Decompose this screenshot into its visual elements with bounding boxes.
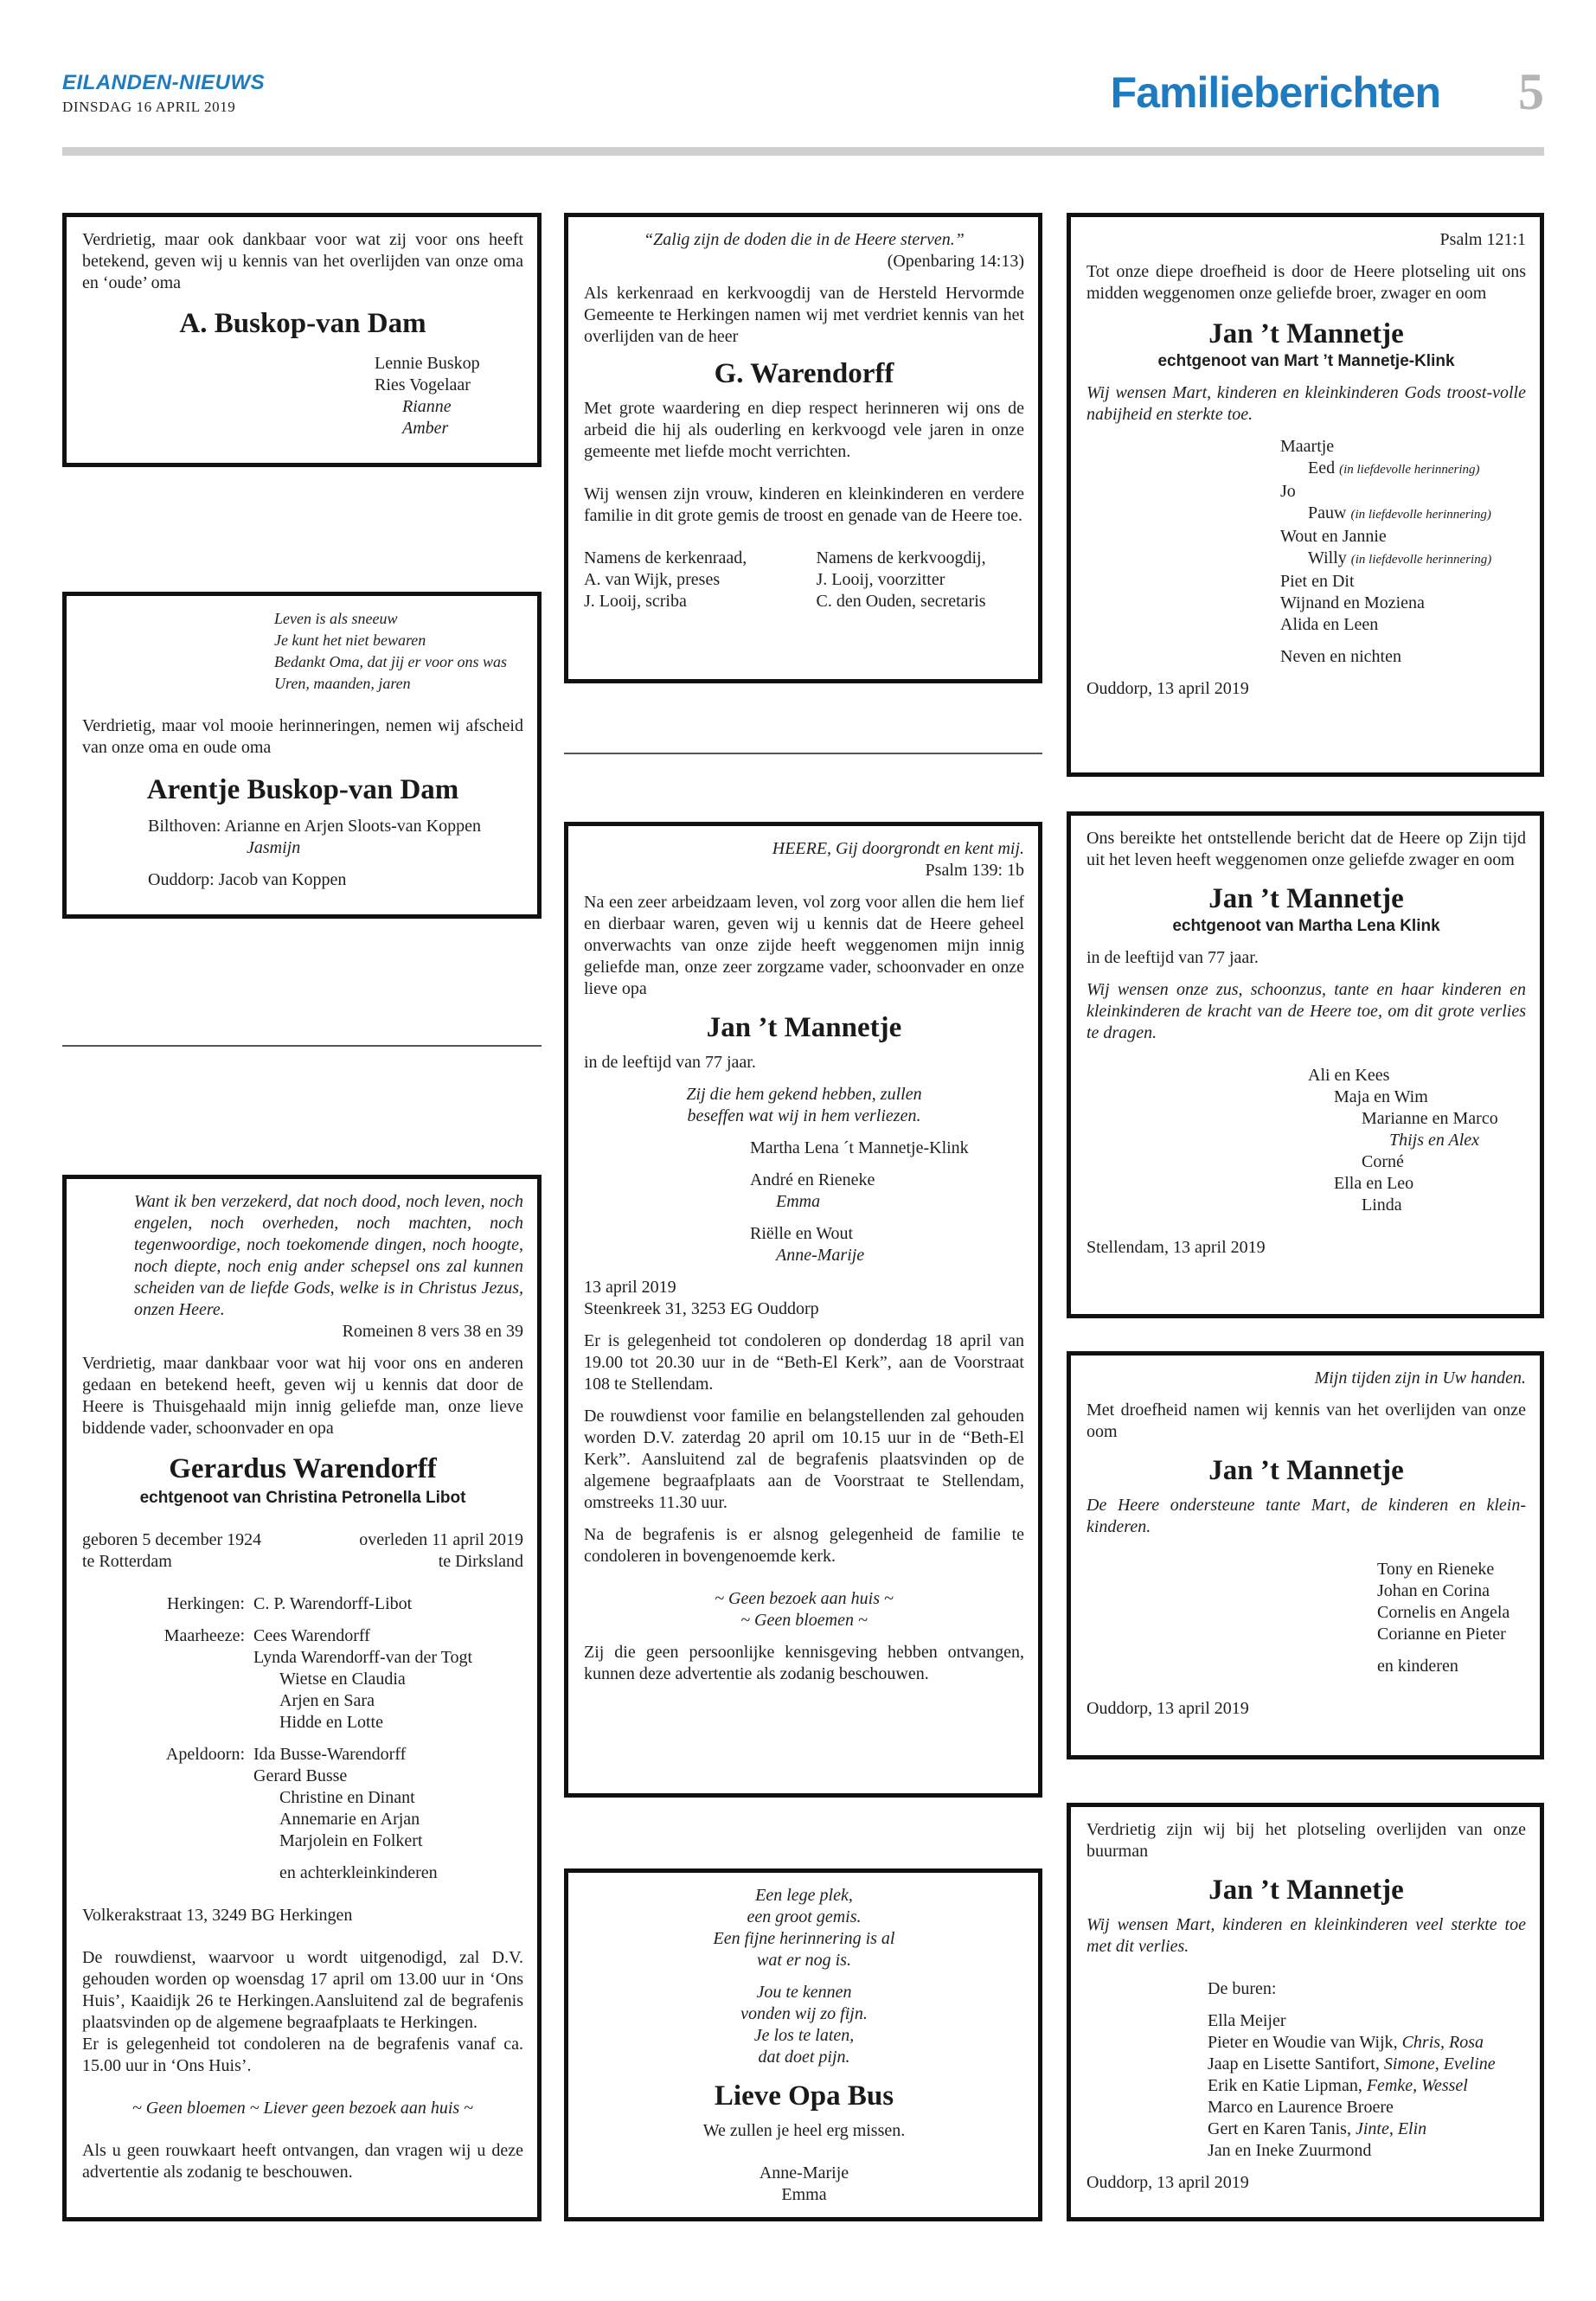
birth-date: geboren 5 december 1924	[82, 1530, 262, 1549]
poem-line: Een lege plek,	[755, 1886, 853, 1905]
header-rule	[62, 147, 1544, 156]
neighbour	[1208, 2054, 1526, 2075]
page-number: 5	[1518, 63, 1544, 120]
neighbour-name: Pieter en Woudie van Wijk,	[1208, 2033, 1398, 2052]
death-place: te Dirksland	[438, 1552, 523, 1571]
family-member: Lennie Buskop	[375, 354, 480, 373]
neighbour-children: Jinte, Elin	[1355, 2119, 1427, 2138]
family-member: Cornelis en Angela	[1377, 1603, 1510, 1622]
poem-line: een groot gemis.	[747, 1907, 862, 1926]
grandchild: Wietse en Claudia	[279, 1670, 406, 1689]
wish-line: Wij wensen onze zus, schoonzus, tante en haar kinderen en kleinkinderen de kracht van de Heere toe, om dit grote verlies te dragen.	[1086, 980, 1526, 1042]
neighbour	[1208, 2075, 1526, 2097]
neighbour	[1208, 2097, 1526, 2118]
family-member: Marianne en Marco	[1362, 1109, 1498, 1128]
bible-verse: Want ik ben verzekerd, dat noch dood, noch leven, noch engelen, noch overheden, noch machten, noch tegenwoordige, noch toekomende dingen, noch hoogte, noch diepte, noch enig ander schepsel ons zal kunnen scheiden van de liefde Gods, welke is in Christus Jezus, onzen Heere.	[134, 1192, 523, 1319]
notice-date: 13 april 2019	[584, 1278, 676, 1297]
poem-line: Je kunt het niet bewaren	[274, 631, 426, 649]
no-flowers: ~ Geen bloemen ~ Liever geen bezoek aan huis ~	[131, 2099, 473, 2118]
birth-place: te Rotterdam	[82, 1552, 172, 1571]
notice-jan-family	[564, 822, 1042, 1798]
address: Steenkreek 31, 3253 EG Ouddorp	[584, 1299, 819, 1318]
signature-line: Namens de kerkvoogdij,	[816, 548, 986, 567]
poem	[584, 1084, 1024, 1127]
poem-line: Zij die hem gekend hebben, zullen	[686, 1085, 922, 1104]
family-member: Alida en Leen	[1280, 615, 1379, 634]
grandchild: Christine en Dinant	[279, 1788, 415, 1807]
poem-line: vonden wij zo fijn.	[740, 2004, 868, 2023]
grandchild: Hidde en Lotte	[279, 1713, 383, 1732]
scripture-quote: HEERE, Gij doorgrondt en kent mij.	[772, 839, 1024, 858]
poem-line: Uren, maanden, jaren	[274, 675, 411, 692]
neighbour-children: Femke, Wessel	[1366, 2076, 1468, 2095]
family-member: C. P. Warendorff-Libot	[253, 1594, 413, 1613]
after-burial-info: Na de begrafenis is er alsnog gelegenheid de familie te condoleren in bovengenoemde kerk.	[584, 1525, 1024, 1566]
deceased-name: Jan ’t Mannetje	[1208, 318, 1404, 349]
family-member: Ali en Kees	[1308, 1066, 1390, 1085]
grandchild: Rianne	[402, 397, 452, 416]
neighbour-name: Jan en Ineke Zuurmond	[1208, 2141, 1372, 2160]
grandchild: Arjen en Sara	[279, 1691, 375, 1710]
grandchild: Annemarie en Arjan	[279, 1810, 420, 1829]
spouse-line: echtgenoot van Christina Petronella Libot	[139, 1489, 466, 1507]
notice-intro: Met droefheid namen wij kennis van het overlijden van onze oom	[1086, 1400, 1526, 1441]
family-member: Tony en Rieneke	[1377, 1560, 1495, 1579]
family-member: Ella en Leo	[1334, 1174, 1414, 1193]
notice-body: Met grote waardering en diep respect herinneren wij ons de arbeid die hij als ouderling en kerkvoogd vele jaren in onze gemeente met liefde mocht verrichten.	[584, 399, 1024, 461]
column-separator	[564, 753, 1042, 754]
family-member: Linda	[1362, 1195, 1402, 1215]
no-flowers: ~ Geen bloemen ~	[740, 1611, 868, 1630]
newspaper-logo: EILANDEN-NIEUWS	[62, 71, 266, 94]
notice-intro: Ons bereikte het ontstellende bericht dat de Heere op Zijn tijd uit het leven heeft weggenomen onze geliefde zwager en oom	[1086, 829, 1526, 869]
neighbours-label: De buren:	[1208, 1979, 1277, 1998]
deceased-name: Jan ’t Mannetje	[706, 1012, 902, 1043]
service-info: De rouwdienst voor familie en belangstellenden zal gehouden worden D.V. zaterdag 20 april om 10.15 uur in de “Beth-El Kerk”. Aansluitend zal de begrafenis plaatsvinden op de algemene begraafplaats aan de Voorstraat te Stellendam, omstreeks 11.30 uur.	[584, 1407, 1024, 1512]
deceased-name: Lieve Opa Bus	[714, 2080, 894, 2112]
family-member: André en Rieneke	[750, 1170, 875, 1189]
notice-gerardus	[62, 1175, 542, 2221]
miss-line: We zullen je heel erg missen.	[702, 2121, 906, 2140]
family-list	[1086, 436, 1526, 668]
notice-body: Wij wensen zijn vrouw, kinderen en kleinkinderen en verdere familie in dit grote gemis de troost en genade van de Heere toe.	[584, 484, 1024, 525]
signature-line: Emma	[781, 2185, 827, 2204]
notice-jan-siblings	[1067, 213, 1544, 777]
scripture-reference: Psalm 121:1	[1439, 230, 1526, 249]
deceased-name: Jan ’t Mannetje	[1208, 883, 1404, 914]
memory-note: (in liefdevolle herinnering)	[1350, 508, 1491, 522]
deceased-name: G. Warendorff	[714, 358, 894, 389]
signatures	[584, 548, 1024, 612]
poem-line: Leven is als sneeuw	[274, 610, 398, 627]
place-date: Stellendam, 13 april 2019	[1086, 1238, 1266, 1257]
family-member: Ries Vogelaar	[375, 375, 471, 394]
section-title: Familieberichten	[1110, 68, 1440, 117]
family-list	[1086, 1065, 1526, 1216]
signature-line: J. Looij, voorzitter	[816, 570, 945, 589]
family-group	[82, 1625, 523, 1734]
poem-line: Je los te laten,	[753, 2026, 855, 2045]
family-group	[82, 1744, 523, 1852]
grandchild: Emma	[776, 1192, 821, 1211]
poem-line: Bedankt Oma, dat jij er voor ons was	[274, 653, 507, 670]
neighbour-name: Ella Meijer	[1208, 2011, 1286, 2030]
memory-note: (in liefdevolle herinnering)	[1339, 463, 1480, 477]
family-member: Arianne en Arjen Sloots-van Koppen	[224, 817, 481, 836]
family-list	[82, 353, 523, 439]
poem-line: dat doet pijn.	[758, 2048, 850, 2067]
age-line: in de leeftijd van 77 jaar.	[1086, 948, 1259, 967]
notice-jan-neighbours	[1067, 1803, 1544, 2221]
neighbour-children: Simone, Eveline	[1383, 2054, 1496, 2073]
neighbour	[1208, 2140, 1526, 2162]
place-label: Maarheeze:	[163, 1626, 245, 1645]
notice-jan-nephews	[1067, 1351, 1544, 1759]
grandchild: Jasmijn	[247, 838, 301, 857]
family-member: Cees Warendorff	[253, 1626, 370, 1645]
scripture-reference: Psalm 139: 1b	[925, 861, 1024, 880]
scripture-quote: “Zalig zijn de doden die in de Heere sterven.”	[644, 230, 965, 249]
notice-opa-bus	[564, 1868, 1042, 2221]
notice-intro: Als kerkenraad en kerkvoogdij van de Hersteld Hervormde Gemeente te Herkingen namen wij met verdriet kennis van het overlijden van de heer	[584, 284, 1024, 346]
column-separator	[62, 1045, 542, 1047]
grandchild: Amber	[402, 419, 449, 438]
family-list	[1086, 1559, 1526, 1677]
age-line: in de leeftijd van 77 jaar.	[584, 1053, 756, 1072]
deceased-name: Jan ’t Mannetje	[1208, 1455, 1404, 1486]
neighbour-name: Marco en Laurence Broere	[1208, 2098, 1394, 2117]
neighbour	[1208, 2010, 1526, 2032]
wish-line: Wij wensen Mart, kinderen en kleinkinderen veel sterkte toe met dit verlies.	[1086, 1915, 1526, 1956]
family-member: Wout en Jannie	[1280, 527, 1387, 546]
notice-church-council	[564, 213, 1042, 683]
wish-line: Wij wensen Mart, kinderen en kleinkinderen Gods troost-volle nabijheid en sterkte toe.	[1086, 383, 1526, 424]
grandchild: Marjolein en Folkert	[279, 1831, 423, 1850]
notice-arentje	[62, 592, 542, 919]
scripture-reference: (Openbaring 14:13)	[887, 252, 1024, 271]
family-name: Pauw	[1308, 503, 1347, 522]
notice-buskop	[62, 213, 542, 467]
condolence-info: Er is gelegenheid tot condoleren op donderdag 18 april van 19.00 tot 20.30 uur in de “Beth-El Kerk”, aan de Voorstraat 108 te Stellendam.	[584, 1331, 1024, 1394]
place-date: Ouddorp, 13 april 2019	[1086, 1699, 1249, 1718]
family-member: Riëlle en Wout	[750, 1224, 854, 1243]
neighbour	[1208, 2118, 1526, 2140]
notice-intro: Verdrietig, maar dankbaar voor wat hij voor ons en anderen gedaan en betekend heeft, geven wij u kennis dat door de Heere is Thuisgehaald mijn innig geliefde man, onze lieve biddende vader, schoonvader en opa	[82, 1354, 523, 1438]
family-list	[82, 816, 523, 891]
notice-intro: Verdrietig zijn wij bij het plotseling overlijden van onze buurman	[1086, 1820, 1526, 1861]
neighbour-name: Gert en Karen Tanis,	[1208, 2119, 1351, 2138]
family-member: Ida Busse-Warendorff	[253, 1745, 407, 1764]
family-member: Piet en Dit	[1280, 572, 1355, 591]
poem-line: beseffen wat wij in hem verliezen.	[687, 1106, 921, 1125]
poem-line: wat er nog is.	[757, 1951, 851, 1970]
deceased-name: Gerardus Warendorff	[169, 1453, 437, 1484]
family-group	[82, 1593, 523, 1615]
memory-note: (in liefdevolle herinnering)	[1350, 553, 1492, 567]
closing-note: Zij die geen persoonlijke kennisgeving hebben ontvangen, kunnen deze advertentie als zodanig beschouwen.	[584, 1643, 1024, 1683]
notice-intro: Verdrietig, maar ook dankbaar voor wat zij voor ons heeft betekend, geven wij u kennis van het overlijden van onze oma en ‘oude’ oma	[82, 230, 523, 292]
neighbour-name: Jaap en Lisette Santifort,	[1208, 2054, 1380, 2073]
family-member: Wijnand en Moziena	[1280, 593, 1425, 612]
family-member	[1280, 548, 1526, 571]
neighbour-name: Erik en Katie Lipman,	[1208, 2076, 1362, 2095]
notice-intro: Verdrietig, maar vol mooie herinneringen, nemen wij afscheid van onze oma en oude oma	[82, 716, 523, 757]
poem-line: Jou te kennen	[756, 1983, 852, 2002]
place-label: Apeldoorn:	[165, 1745, 245, 1764]
address: Volkerakstraat 13, 3249 BG Herkingen	[82, 1906, 353, 1925]
family-name: Willy	[1308, 548, 1347, 567]
family-member: Maartje	[1280, 437, 1335, 456]
signature-line: Anne-Marije	[759, 2163, 849, 2182]
birth-death-dates	[82, 1529, 523, 1573]
deceased-name: Jan ’t Mannetje	[1208, 1875, 1404, 1906]
poem-line: Een fijne herinnering is al	[713, 1929, 895, 1948]
verse-reference: Romeinen 8 vers 38 en 39	[342, 1322, 523, 1341]
family-member: Gerard Busse	[253, 1766, 348, 1785]
poem	[82, 608, 523, 695]
neighbours-list	[1086, 1978, 1526, 2162]
notice-intro: Na een zeer arbeidzaam leven, vol zorg voor allen die hem lief en dierbaar waren, geven wij u kennis dat de Heere geheel onverwachts van onze zijde heeft weggenomen mijn innig geliefde man, onze zeer zorgzame vader, schoonvader en onze lieve opa	[584, 893, 1024, 998]
place-label: Ouddorp:	[148, 870, 215, 889]
no-visit: ~ Geen bezoek aan huis ~	[715, 1589, 894, 1608]
notice-intro: Tot onze diepe droefheid is door de Heere plotseling uit ons midden weggenomen onze geliefde broer, zwager en oom	[1086, 262, 1526, 303]
family-member: Martha Lena ´t Mannetje-Klink	[750, 1138, 969, 1157]
closing-note: Als u geen rouwkaart heeft ontvangen, dan vragen wij u deze advertentie als zodanig te beschouwen.	[82, 2141, 523, 2182]
grandchild: Thijs en Alex	[1389, 1131, 1480, 1150]
notice-jan-inlaws	[1067, 811, 1544, 1318]
place-date: Ouddorp, 13 april 2019	[1086, 679, 1249, 698]
family-member: Maja en Wim	[1334, 1087, 1428, 1106]
spouse-line: echtgenoot van Martha Lena Klink	[1172, 917, 1440, 935]
children-line: en kinderen	[1377, 1657, 1458, 1676]
family-member: Corné	[1362, 1152, 1404, 1171]
spouse-line: echtgenoot van Mart ’t Mannetje-Klink	[1157, 352, 1455, 370]
family-member: Johan en Corina	[1377, 1581, 1490, 1600]
place-date: Ouddorp, 13 april 2019	[1086, 2173, 1249, 2192]
poem	[584, 1885, 1024, 2068]
issue-date: DINSDAG 16 APRIL 2019	[62, 99, 236, 115]
place-label: Bilthoven:	[148, 817, 221, 836]
family-list	[584, 1138, 1024, 1266]
family-member: Jo	[1280, 482, 1296, 501]
death-date: overleden 11 april 2019	[359, 1530, 523, 1549]
grandchild: Anne-Marije	[776, 1246, 865, 1265]
great-grandchildren: en achterkleinkinderen	[279, 1863, 438, 1882]
condolence-info: Er is gelegenheid tot condoleren na de begrafenis vanaf ca. 15.00 uur in ‘Ons Huis’.	[82, 2035, 523, 2075]
signature-line: A. van Wijk, preses	[584, 570, 721, 589]
neighbour-children: Chris, Rosa	[1401, 2033, 1484, 2052]
deceased-name: A. Buskop-van Dam	[179, 308, 426, 339]
signature-line: J. Looij, scriba	[584, 592, 687, 611]
neighbour	[1208, 2032, 1526, 2054]
family-member: Lynda Warendorff-van der Togt	[253, 1648, 473, 1667]
family-member: Jacob van Koppen	[218, 870, 347, 889]
deceased-name: Arentje Buskop-van Dam	[146, 774, 459, 805]
service-info: De rouwdienst, waarvoor u wordt uitgenodigd, zal D.V. gehouden worden op woensdag 17 april om 13.00 uur in ‘Ons Huis’, Kaaidijk 26 te Herkingen.Aansluitend zal de begrafenis plaatsvinden op de algemene begraafplaats te Herkingen.	[82, 1948, 523, 2032]
family-member	[1280, 458, 1526, 481]
family-member	[1280, 503, 1526, 526]
scripture-quote: Mijn tijden zijn in Uw handen.	[1314, 1368, 1526, 1388]
family-name: Eed	[1308, 458, 1336, 478]
place-label: Herkingen:	[167, 1594, 245, 1613]
wish-line: De Heere ondersteune tante Mart, de kinderen en klein-kinderen.	[1086, 1496, 1526, 1536]
family-member: Corianne en Pieter	[1377, 1625, 1506, 1644]
signature-line: Namens de kerkenraad,	[584, 548, 747, 567]
signature-line: C. den Ouden, secretaris	[816, 592, 986, 611]
nephews-nieces: Neven en nichten	[1280, 647, 1401, 666]
